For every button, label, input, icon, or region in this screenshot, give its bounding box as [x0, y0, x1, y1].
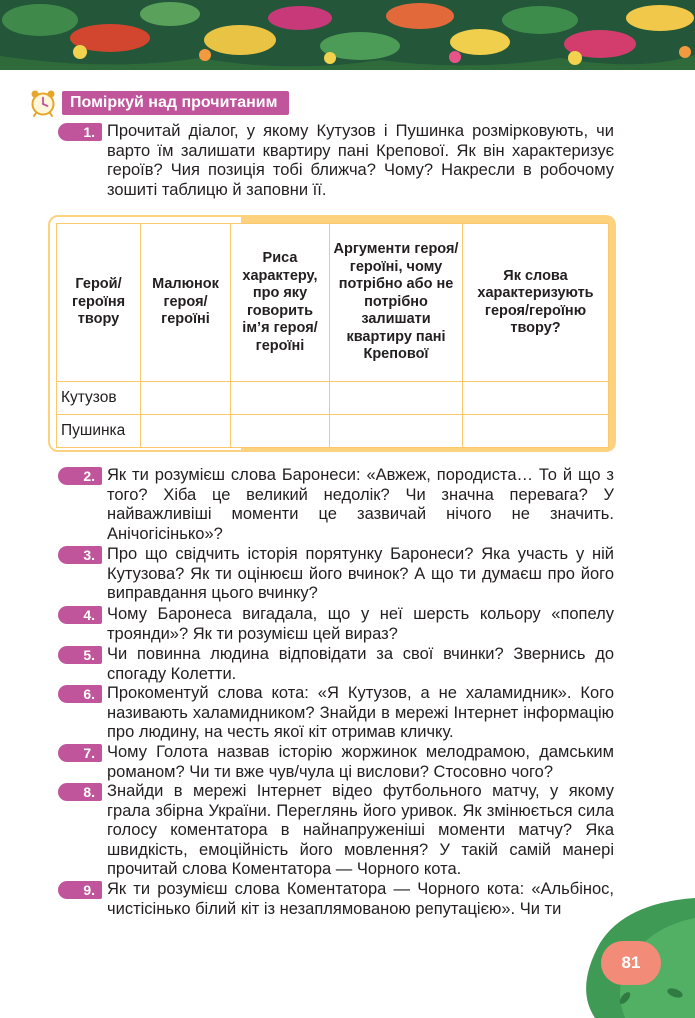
task-number: 4. — [58, 606, 102, 624]
section-header — [28, 88, 289, 118]
table-cell: Кутузов — [57, 382, 141, 415]
table-cell — [463, 415, 609, 448]
header-drawing: Малюнок героя/ героїні — [141, 224, 231, 382]
table-cell — [330, 415, 463, 448]
header-hero: Герой/ героїня твору — [57, 224, 141, 382]
hero-table — [56, 223, 609, 448]
hero-table-frame — [48, 215, 616, 452]
task-number: 6. — [58, 685, 102, 703]
task-number: 1. — [58, 123, 102, 141]
section-title: Поміркуй над прочитаним — [62, 91, 289, 115]
task-text: Чи повинна людина відповідати за свої вчинки? Звернись до спогаду Колетти. — [107, 645, 614, 683]
task-1 — [58, 122, 614, 200]
task-7 — [58, 743, 614, 782]
task-text: Як ти розумієш слова Коментатора — Чорного кота: «Альбінос, чистісінько білий кіт із незаплямованою репутацією». Чи ти — [107, 880, 614, 918]
header-words: Як слова характеризують героя/героїню твору? — [463, 224, 609, 382]
table-cell — [141, 415, 231, 448]
header-trait: Риса характеру, про яку говорить ім’я героя/ героїні — [231, 224, 330, 382]
task-number: 8. — [58, 783, 102, 801]
task-text: Чому Баронеса вигадала, що у неї шерсть кольору «попелу троянди»? Як ти розумієш цей вираз? — [107, 605, 614, 643]
task-4 — [58, 605, 614, 644]
task-8 — [58, 782, 614, 880]
decorative-foliage-top — [0, 0, 695, 70]
alarm-clock-icon — [28, 88, 58, 118]
table-cell — [330, 382, 463, 415]
task-number: 3. — [58, 546, 102, 564]
task-number: 9. — [58, 881, 102, 899]
table-cell — [463, 382, 609, 415]
task-text: Як ти розумієш слова Баронеси: «Авжеж, породиста… То й що з того? Хіба це великий недолік? Чи значна перевага? У найважливіші моменти це зазвичай нічого не значить. Анічогісінько»? — [107, 466, 614, 543]
table-cell — [231, 415, 330, 448]
table-header-row — [57, 224, 609, 382]
table-row — [57, 382, 609, 415]
table-cell: Пушинка — [57, 415, 141, 448]
task-text: Прокоментуй слова кота: «Я Кутузов, а не халамидник». Кого називають халамидником? Знайди в мережі Інтернет інформацію про людину, на честь якої кіт отримав кличку. — [107, 684, 614, 741]
table-cell — [141, 382, 231, 415]
page-number: 81 — [601, 941, 661, 985]
task-2 — [58, 466, 614, 544]
task-text: Знайди в мережі Інтернет відео футбольного матчу, у якому грала збірна України. Переглянь його уривок. Як змінюється сила голосу коментатора в найнапруженіші моменти матчу? Яка швидкість, емоційність його мовлення? У такій самій манері прочитай слова Коментатора — Чорного кота. — [107, 782, 614, 878]
task-number: 7. — [58, 744, 102, 762]
task-text: Про що свідчить історія порятунку Баронеси? Яка участь у ній Кутузова? Як ти оцінюєш його вчинок? А що ти думаєш про його виправдання цього вчинку? — [107, 545, 614, 602]
task-6 — [58, 684, 614, 743]
task-5 — [58, 645, 614, 684]
task-text: Прочитай діалог, у якому Кутузов і Пушинка розмірковують, чи варто їм залишати квартиру пані Крепової. Як він характеризує героїв? Чия позиція тобі ближча? Чому? Накресли в робочому зошиті таблицю й заповни її. — [107, 122, 614, 199]
table-cell — [231, 382, 330, 415]
task-number: 5. — [58, 646, 102, 664]
task-number: 2. — [58, 467, 102, 485]
task-9 — [58, 880, 614, 919]
header-arguments: Аргументи героя/ героїні, чому потрібно або не потрібно залишати квартиру пані Крепової — [330, 224, 463, 382]
task-text: Чому Голота назвав історію жоржинок мелодрамою, дамським романом? Чи ти вже чув/чула ці вислови? Стосовно чого? — [107, 743, 614, 781]
task-3 — [58, 545, 614, 604]
table-row — [57, 415, 609, 448]
